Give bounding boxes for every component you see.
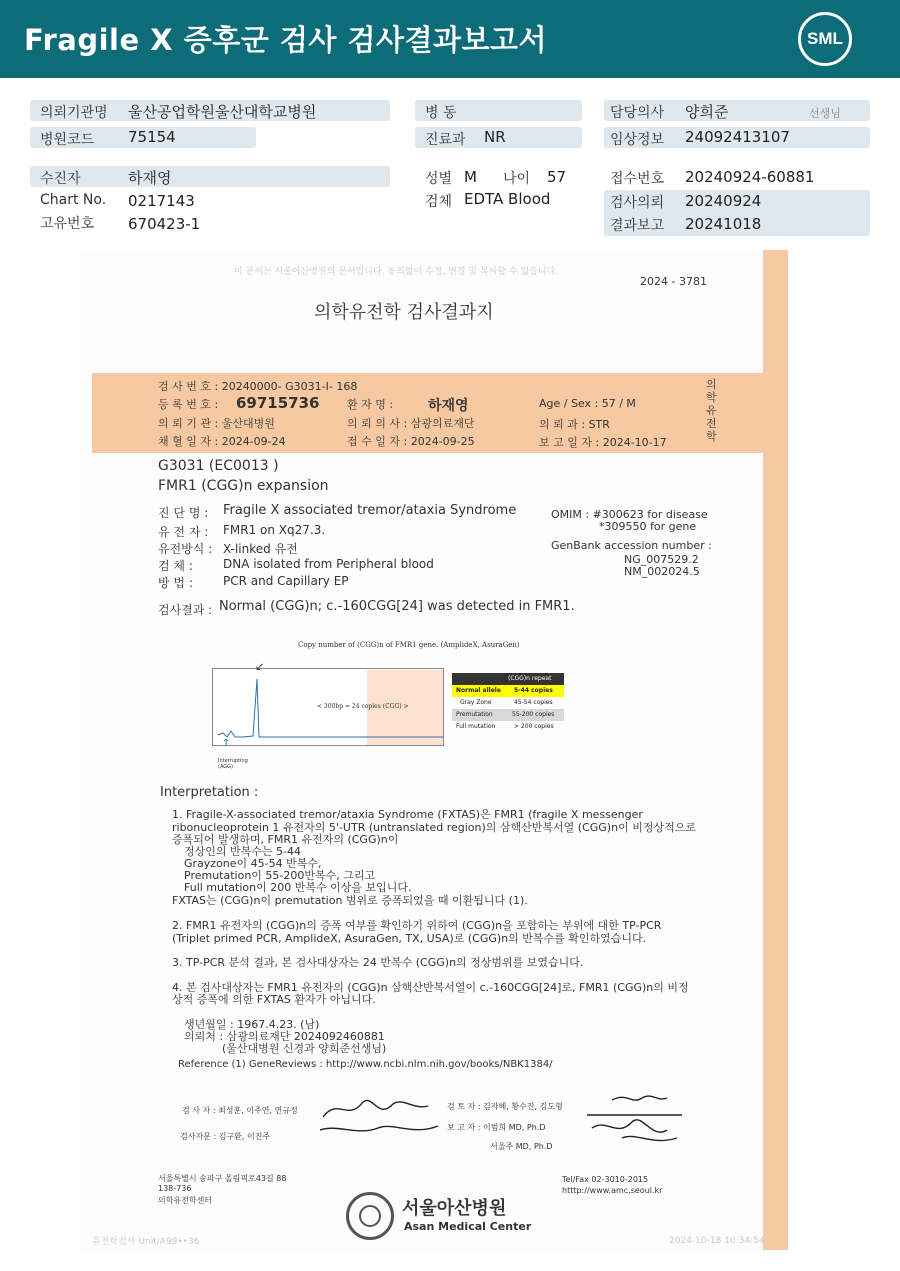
legend-label: Full mutation [456,723,496,730]
clinical-value: 24092413107 [685,128,790,146]
age-value: 57 [547,168,567,186]
interp-line: ribonucleoprotein 1 유전자의 5'-UTR (untranslated region)의 삼핵산반복서열 (CGG)n이 비정상적으로 [172,821,696,834]
reg-no: 69715736 [236,394,320,412]
genbank-label: GenBank accession number : [551,539,712,552]
doc-number: 2024 - 3781 [640,275,707,288]
inherit-value: X-linked 유전 [223,542,298,556]
figure-interrupting: Interrupting (AGG) [218,758,248,770]
interp-line: (Triplet primed PCR, AmplideX, AsuraGen, TX, USA)로 (CGG)n의 반복수를 확인하였습니다. [172,932,647,945]
reviewer-signature [582,1090,692,1150]
doctor-suffix: 선생님 [809,107,841,120]
header-banner [0,0,900,78]
hospital-code-value: 75154 [128,128,176,146]
birth-date: 생년월일 : 1967.4.23. (남) [184,1018,320,1031]
responsible: 검사자문 : 김구환, 이진주 [180,1132,271,1141]
website: htttp://www.amc.seoul.kr [562,1186,663,1195]
peak-arrow-icon: ↙ [255,660,265,673]
institution-label: 의뢰기관명 [40,105,108,121]
result-value: Normal (CGG)n; c.-160CGG[24] was detected in FMR1. [219,599,575,614]
collect-date: 채 혈 일 자 : 2024-09-24 [158,435,286,448]
reference: Reference (1) GeneReviews : http://www.ncbi.nlm.nih.gov/books/NBK1384/ [178,1059,553,1070]
clinical-label: 임상정보 [610,132,665,148]
asan-foundation-seal [346,1192,394,1240]
interp-line: 정상인의 반복수는 5-44 [184,845,301,858]
legend-value: 45-54 copies [514,699,553,706]
side-label: 의학유전학 [706,378,717,443]
patient-label: 수진자 [40,171,81,187]
test-name: FMR1 (CGG)n expansion [158,478,329,494]
requester-line-1: 의뢰처 : 삼광의료재단 2024092460881 [184,1030,385,1043]
diag-value: Fragile X associated tremor/ataxia Syndrome [223,503,517,518]
test-code: G3031 (EC0013 ) [158,458,279,474]
interp-line: 2. FMR1 유전자의 (CGG)n의 증폭 여부를 확인하기 위하여 (CGG)n을 포함하는 부위에 대한 TP-PCR [172,919,662,932]
interp-line: 3. TP-PCR 분석 결과, 본 검사대상자는 24 반복수 (CGG)n의 정상범위를 보였습니다. [172,956,584,969]
report-date: 보 고 일 자 : 2024-10-17 [539,436,667,449]
address-line-1: 서울특별시 송파구 올림픽로43길 88 [158,1174,287,1183]
legend-row [452,697,564,709]
legend-label: Gray Zone [460,699,492,706]
legend-row [452,721,564,733]
requester-line-2: (울산대병원 신경과 양희준선생님) [222,1042,387,1055]
doctor-value: 양희준 [685,103,729,121]
figure-annotation: < 300bp = 24 copies (CGG) > [317,703,409,710]
request-label: 검사의뢰 [610,195,665,211]
exam-number: 검 사 번 호 : 20240000- G3031-I- 168 [158,380,358,393]
receipt-label: 접수번호 [610,171,665,187]
tester: 검 사 자 : 최성훈, 이주연, 연규정 [182,1106,298,1115]
patient-value: 하재영 [128,169,172,187]
legend-row [452,685,564,697]
interp-line: 1. Fragile-X-associated tremor/ataxia Syndrome (FXTAS)은 FMR1 (fragile X messenger [172,808,643,821]
result-label: 검사결과 : [158,603,213,617]
allele-legend-table [452,673,564,733]
tel-fax: Tel/Fax 02-3010-2015 [562,1175,649,1184]
method-label: 방 법 : [158,576,193,590]
omim-gene: *309550 for gene [599,520,697,533]
sex-label: 성별 [425,171,453,187]
age-sex: Age / Sex : 57 / M [539,397,636,410]
method-value: PCR and Capillary EP [223,574,349,588]
interp-line: 4. 본 검사대상자는 FMR1 유전자의 (CGG)n 삼핵산반복서열이 c.-160CGG[24]로, FMR1 (CGG)n의 비정 [172,981,689,994]
legend-header-row [452,673,564,685]
legend-row [452,709,564,721]
electropherogram [212,668,444,746]
patient-name: 하재영 [428,398,469,414]
interp-line: Premutation이 55-200반복수, 그리고 [184,869,376,882]
report-heading: 의학유전학 검사결과지 [314,302,494,323]
interp-title: Interpretation : [160,785,259,800]
address-line-3: 의학유전학센터 [158,1196,213,1205]
top-notice: 이 문서는 서울아산병원의 문서입니다. 동의없이 수정, 변경 및 복사할 수 없습니다. [234,267,559,277]
unique-label: 고유번호 [40,216,95,232]
interp-line: 상적 증폭에 의한 FXTAS 환자가 아닙니다. [172,993,376,1006]
legend-label: Normal allele [456,687,501,694]
interp-line: 증폭되어 발생하며, FMR1 유전자의 (CGG)n이 [172,833,399,846]
chart-value: 0217143 [128,192,195,210]
unique-value: 670423-1 [128,215,201,233]
interp-line: FXTAS는 (CGG)n이 premutation 범위로 증폭되었을 때 이환됩니다 (1). [172,894,528,907]
specimen-value-r: DNA isolated from Peripheral blood [223,557,434,571]
ng-accession: NG_007529.2 [624,553,699,566]
figure-title: Copy number of (CGG)n of FMR1 gene. (AmplideX, AsuraGen) [298,641,520,649]
reviewer: 검 토 자 : 김자혜, 황수진, 김도형 [447,1102,563,1111]
reporter-2: 서울주 MD, Ph.D [490,1142,553,1151]
tester-signature [318,1092,448,1142]
reporter: 보 고 자 : 이범희 MD, Ph.D [447,1123,546,1132]
sex-value: M [464,168,477,186]
ward-label: 병 동 [425,105,457,121]
request-value: 20240924 [685,192,762,210]
legend-value: 55-200 copies [512,711,555,718]
gene-value: FMR1 on Xq27.3. [223,523,326,537]
specimen-label: 검체 [425,194,453,210]
specimen-value: EDTA Blood [464,190,551,208]
req-doctor: 의 뢰 의 사 : 삼광의료재단 [347,417,475,430]
interrupt-arrow-icon: ↑ [222,738,231,749]
req-institution: 의 뢰 기 관 : 울산대병원 [158,417,275,430]
logo-text: SML [807,29,843,48]
diag-label: 진 단 명 : [158,506,209,520]
legend-label: Premutation [456,711,493,718]
chart-label: Chart No. [40,192,107,208]
legend-value: > 200 copies [514,723,554,730]
dept-value: NR [484,128,506,146]
doctor-label: 담당의사 [610,105,665,121]
legend-value: 5-44 copies [514,687,553,694]
specimen-label-r: 검 체 : [158,559,193,573]
nm-accession: NM_002024.5 [624,565,700,578]
hospital-name-en: Asan Medical Center [404,1220,532,1233]
report-value: 20241018 [685,215,762,233]
interp-line: Grayzone이 45-54 반복수, [184,857,322,870]
institution-value: 울산공업학원울산대학교병원 [128,103,317,121]
receipt-value: 20240924-60881 [685,168,815,186]
footer-right: 2024-10-18 10:34:54 [669,1236,765,1246]
dept-label: 진료과 [425,132,466,148]
omim-disease: OMIM : #300623 for disease [551,508,708,521]
address-line-2: 138-736 [158,1184,192,1193]
inherit-label: 유전방식 : [158,542,213,556]
age-label: 나이 [503,171,531,187]
patient-bar [30,166,390,187]
footer-left: 유전학검사 Unit/A99••36 [92,1237,200,1247]
hospital-name-ko: 서울아산병원 [402,1198,507,1219]
interp-line: Full mutation이 200 반복수 이상을 보입니다. [184,881,412,894]
legend-header: (CGG)n repeat [508,675,552,682]
gene-label: 유 전 자 : [158,525,209,539]
report-title: Fragile X 증후군 검사 검사결과보고서 [24,23,548,57]
patient-name-label: 환 자 명 : [347,398,394,411]
req-dept: 의 뢰 과 : STR [539,418,610,431]
reg-no-label: 등 록 번 호 : [158,398,219,411]
receive-date: 접 수 일 자 : 2024-09-25 [347,435,475,448]
report-label: 결과보고 [610,218,665,234]
sml-logo [798,12,852,66]
hospital-code-label: 병원코드 [40,132,95,148]
